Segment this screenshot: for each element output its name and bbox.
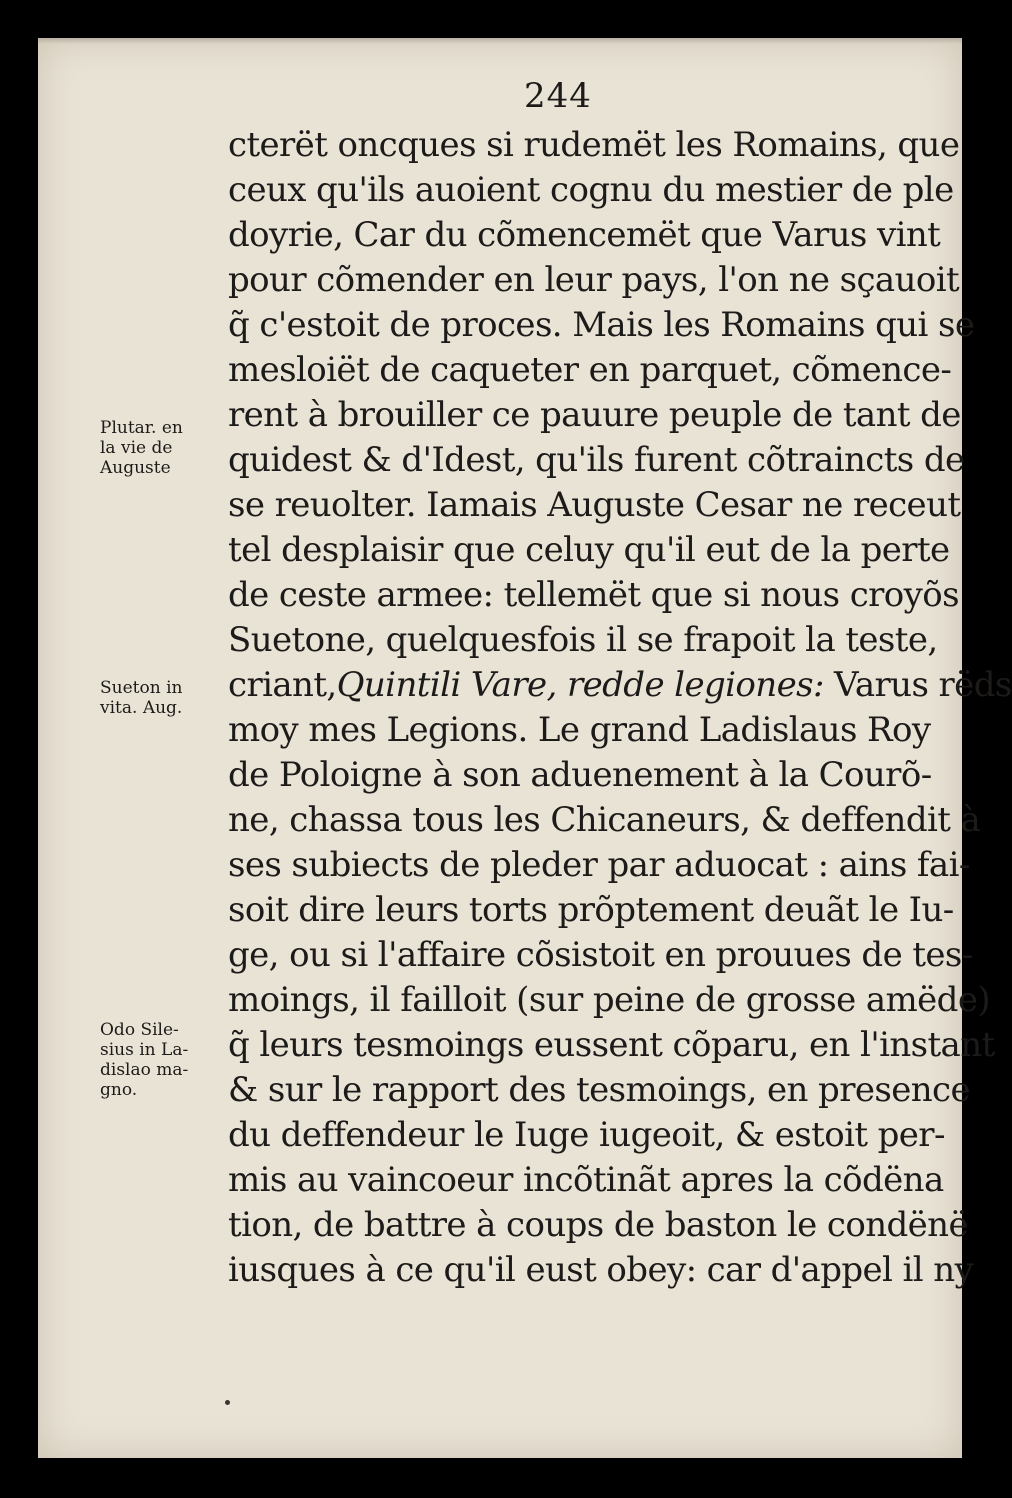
marginal-note-odo xyxy=(100,1020,225,1100)
text-line: tel desplaisir que celuy qu'il eut de la perte xyxy=(228,530,950,570)
text-line: ceux qu'ils auoient cognu du mestier de ple xyxy=(228,170,954,210)
marginal-note-line: Plutar. en xyxy=(100,418,183,438)
text-line: & sur le rapport des tesmoings, en presence xyxy=(228,1070,971,1110)
text-line: q̃ c'estoit de proces. Mais les Romains qui se xyxy=(228,305,975,345)
book-page xyxy=(38,38,1012,1458)
text-line: du deffendeur le Iuge iugeoit, & estoit per- xyxy=(228,1115,945,1155)
text-line: de Poloigne à son aduenement à la Courõ- xyxy=(228,755,932,795)
marginal-note-line: Odo Sile- xyxy=(100,1020,179,1040)
text-line: ses subiects de pleder par aduocat : ains fai- xyxy=(228,845,970,885)
text-line: soit dire leurs torts prõptement deuãt le Iu- xyxy=(228,890,954,930)
text-line: quidest & d'Idest, qu'ils furent cõtraincts de xyxy=(228,440,965,480)
text-line: doyrie, Car du cõmencemët que Varus vint xyxy=(228,215,941,255)
latin-suffix: Varus rëds xyxy=(834,665,1012,705)
text-line: moy mes Legions. Le grand Ladislaus Roy xyxy=(228,710,931,750)
marginal-note-line: Auguste xyxy=(100,458,171,478)
text-line: mis au vaincoeur incõtinãt apres la cõdëna xyxy=(228,1160,944,1200)
text-line: mesloiët de caqueter en parquet, cõmence- xyxy=(228,350,952,390)
marginal-note-line: gno. xyxy=(100,1080,138,1100)
text-line: ge, ou si l'affaire cõsistoit en prouues de tes- xyxy=(228,935,973,975)
text-line: ne, chassa tous les Chicaneurs, & deffendit à xyxy=(228,800,981,840)
text-line: se reuolter. Iamais Auguste Cesar ne receut xyxy=(228,485,961,525)
marginal-note-line: la vie de xyxy=(100,438,173,458)
text-line-with-latin xyxy=(228,663,1012,708)
page-edge-shadow xyxy=(38,38,962,44)
text-line: cterët oncques si rudemët les Romains, que xyxy=(228,125,960,165)
marginal-note-line: vita. Aug. xyxy=(100,698,183,718)
marginal-note-suetonius xyxy=(100,678,225,718)
marginal-note-line: Sueton in xyxy=(100,678,183,698)
text-line: rent à brouiller ce pauure peuple de tant de xyxy=(228,395,961,435)
latin-prefix: criant, xyxy=(228,665,337,705)
text-line: Suetone, quelquesfois il se frapoit la teste, xyxy=(228,620,938,660)
marginal-note-line: dislao ma- xyxy=(100,1060,189,1080)
page-number: 244 xyxy=(524,76,592,116)
body-text xyxy=(228,123,1012,1293)
ink-speck xyxy=(225,1400,230,1405)
marginal-note-plutarch xyxy=(100,418,225,478)
text-line: q̃ leurs tesmoings eussent cõparu, en l'instant xyxy=(228,1025,995,1065)
text-line: pour cõmender en leur pays, l'on ne sçauoit xyxy=(228,260,960,300)
text-line: moings, il failloit (sur peine de grosse amëde) xyxy=(228,980,991,1020)
text-line: de ceste armee: tellemët que si nous croyõs xyxy=(228,575,959,615)
text-line: tion, de battre à coups de baston le condënë xyxy=(228,1205,968,1245)
marginal-note-line: sius in La- xyxy=(100,1040,189,1060)
latin-quote: Quintili Vare, redde legiones: xyxy=(336,665,824,705)
text-line: iusques à ce qu'il eust obey: car d'appel il ny xyxy=(228,1250,974,1290)
